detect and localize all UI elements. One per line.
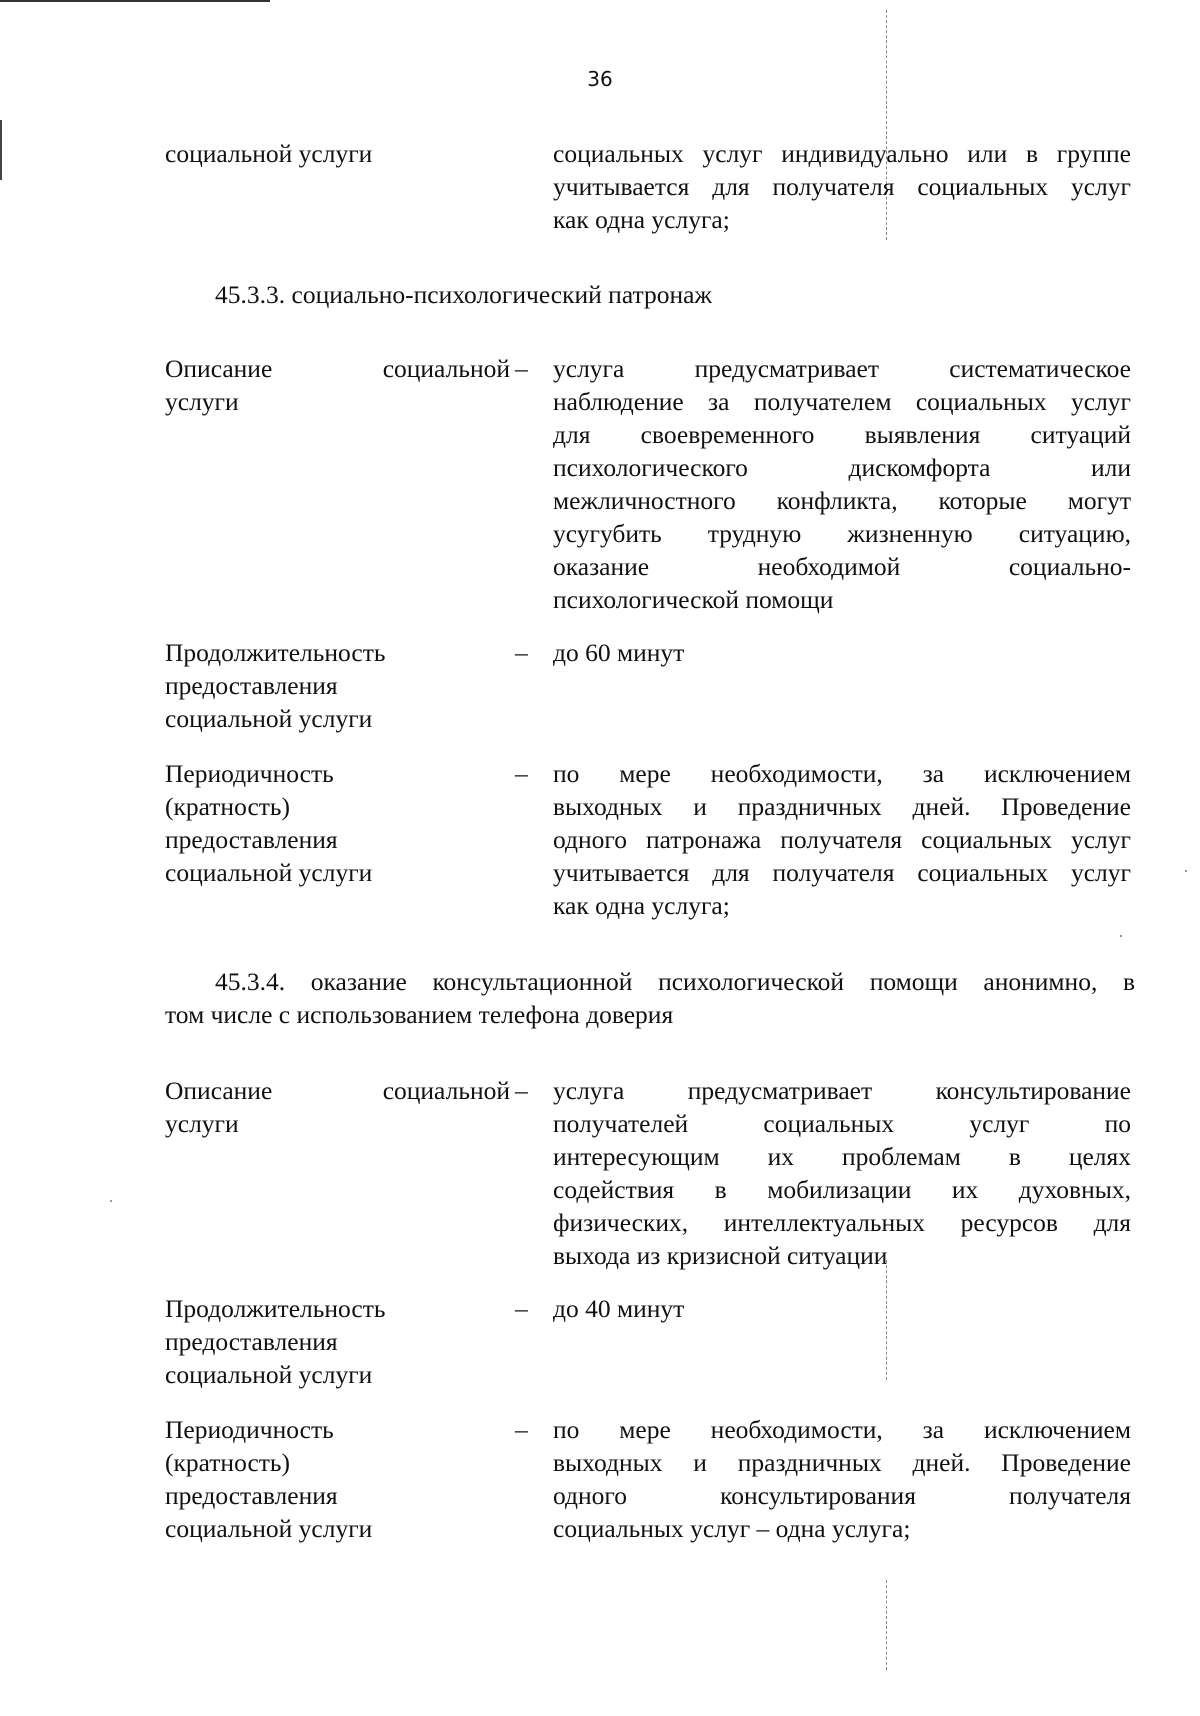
label-line: Описание социальной [165,1076,510,1105]
value-line: психологического дискомфорта или [553,453,1131,482]
value-line: учитывается для получателя социальных услуг [553,172,1131,201]
scan-border-left [0,120,2,180]
value-line: наблюдение за получателем социальных услуг [553,387,1131,416]
row-value [553,352,1131,616]
value-line: усугубить трудную жизненную ситуацию, [553,519,1131,548]
row-dash: – [515,1076,528,1105]
label-line: социальной услуги [165,858,373,887]
scan-border-top [0,0,270,2]
label-line: Продолжительность [165,638,386,667]
value-line: услуга предусматривает систематическое [553,354,1131,383]
row-label [165,1413,510,1545]
row-label [165,636,510,735]
row-label [165,352,510,418]
value-line: как одна услуга; [553,891,730,920]
section-heading [165,278,1135,311]
row-dash: – [515,638,528,667]
value-line: как одна услуга; [553,205,730,234]
value-line: содействия в мобилизации их духовных, [553,1175,1131,1204]
value-line: по мере необходимости, за исключением [553,1415,1131,1444]
value-line: физических, интеллектуальных ресурсов для [553,1208,1131,1237]
label-line: социальной услуги [165,139,373,168]
label-line: Описание социальной [165,354,510,383]
label-line: предоставления [165,1481,338,1510]
label-line: Периодичность [165,759,334,788]
row-value [553,1413,1131,1545]
row-dash: – [515,1294,528,1323]
label-line: социальной услуги [165,1514,373,1543]
label-line: услуги [165,387,239,416]
row-label [165,1074,510,1140]
label-line: предоставления [165,825,338,854]
label-line: (кратность) [165,792,291,821]
row-value [553,1292,1131,1325]
row-value [553,1074,1131,1272]
heading-line: 45.3.3. социально-психологический патронаж [215,280,713,309]
row-dash: – [515,759,528,788]
label-line: социальной услуги [165,704,373,733]
scan-speck [1120,935,1122,937]
value-line: интересующим их проблемам в целях [553,1142,1131,1171]
label-line: Периодичность [165,1415,334,1444]
page-number: 36 [587,67,613,91]
value-line: социальных услуг индивидуально или в группе [553,139,1131,168]
value-line: социальных услуг – одна услуга; [553,1514,911,1543]
row-dash: – [515,354,528,383]
label-line: (кратность) [165,1448,291,1477]
value-line: до 60 минут [553,638,685,667]
row-label [165,137,510,170]
value-line: услуга предусматривает консультирование [553,1076,1131,1105]
value-line: выходных и праздничных дней. Проведение [553,1448,1131,1477]
label-line: услуги [165,1109,239,1138]
heading-line: 45.3.4. оказание консультационной психологической помощи анонимно, в [215,967,1135,996]
value-line: одного консультирования получателя [553,1481,1131,1510]
value-line: учитывается для получателя социальных услуг [553,858,1131,887]
heading-line: том числе с использованием телефона доверия [165,1000,674,1029]
value-line: для своевременного выявления ситуаций [553,420,1131,449]
row-label [165,1292,510,1391]
row-value [553,636,1131,669]
row-value [553,757,1131,922]
value-line: одного патронажа получателя социальных услуг [553,825,1131,854]
row-label [165,757,510,889]
value-line: по мере необходимости, за исключением [553,759,1131,788]
value-line: межличностного конфликта, которые могут [553,486,1131,515]
value-line: выходных и праздничных дней. Проведение [553,792,1131,821]
scan-fold-line [886,1580,888,1670]
section-heading [165,965,1135,1031]
label-line: социальной услуги [165,1360,373,1389]
label-line: предоставления [165,1327,338,1356]
row-value [553,137,1131,236]
value-line: психологической помощи [553,585,834,614]
value-line: выхода из кризисной ситуации [553,1241,888,1270]
scan-speck [1185,870,1187,872]
row-dash: – [515,1415,528,1444]
value-line: до 40 минут [553,1294,685,1323]
value-line: оказание необходимой социально- [553,552,1131,581]
scan-speck [110,1200,112,1202]
label-line: Продолжительность [165,1294,386,1323]
label-line: предоставления [165,671,338,700]
value-line: получателей социальных услуг по [553,1109,1131,1138]
